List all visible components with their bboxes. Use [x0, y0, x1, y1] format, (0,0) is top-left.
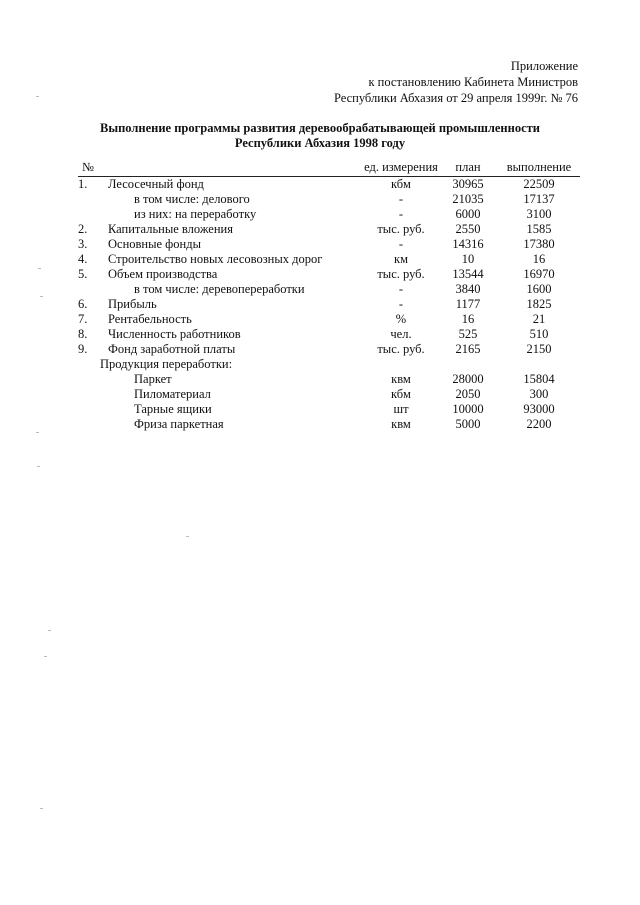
row-plan: 13544: [452, 267, 484, 281]
table-row: [78, 192, 580, 207]
row-plan: 5000: [455, 417, 481, 431]
row-name: Пиломатериал: [134, 387, 211, 401]
row-unit: -: [398, 282, 404, 296]
appendix-line-1: Приложение: [510, 59, 578, 73]
row-name: в том числе: деревопереработки: [134, 282, 305, 296]
table-header: [78, 160, 580, 177]
title-line-2: Республики Абхазия 1998 году: [234, 136, 406, 150]
row-num: 7.: [78, 312, 88, 326]
row-unit: -: [398, 237, 404, 251]
document-title: [60, 121, 580, 151]
row-plan: 1177: [455, 297, 481, 311]
header-unit: ед. измерения: [364, 160, 438, 174]
row-name: Фриза паркетная: [134, 417, 224, 431]
row-unit: квм: [391, 372, 411, 386]
row-plan: 525: [458, 327, 478, 341]
row-plan: 10000: [452, 402, 484, 416]
row-plan: 6000: [455, 207, 481, 221]
row-unit: -: [398, 192, 404, 206]
table-row: [78, 282, 580, 297]
row-name: Капитальные вложения: [108, 222, 233, 236]
row-exec: 1600: [526, 282, 552, 296]
row-plan: 14316: [452, 237, 484, 251]
row-exec: 300: [529, 387, 549, 401]
table-row: [78, 207, 580, 222]
table-row: [78, 312, 580, 327]
row-plan: 21035: [452, 192, 484, 206]
row-unit: -: [398, 297, 404, 311]
scan-speck: [38, 268, 41, 269]
row-name: Численность работников: [108, 327, 241, 341]
row-exec: 3100: [526, 207, 552, 221]
table-row: [78, 297, 580, 312]
appendix-line-2: к постановлению Кабинета Министров: [368, 75, 578, 89]
scan-speck: [37, 466, 40, 467]
row-plan: 28000: [452, 372, 484, 386]
row-unit: чел.: [390, 327, 412, 341]
scan-speck: [48, 630, 51, 631]
header-num: №: [82, 160, 94, 174]
row-unit: тыс. руб.: [377, 267, 425, 281]
row-exec: 1825: [526, 297, 552, 311]
table-row: [78, 267, 580, 282]
table-row: [78, 417, 580, 432]
row-exec: 22509: [523, 177, 555, 191]
table-row: [78, 237, 580, 252]
row-name: Строительство новых лесовозных дорог: [108, 252, 323, 266]
row-name: Паркет: [134, 372, 172, 386]
row-unit: квм: [391, 417, 411, 431]
row-plan: 30965: [452, 177, 484, 191]
row-num: 4.: [78, 252, 88, 266]
scan-speck: [40, 296, 43, 297]
row-exec: 510: [529, 327, 549, 341]
row-plan: 2165: [455, 342, 481, 356]
row-exec: 16: [532, 252, 546, 266]
row-num: 1.: [78, 177, 88, 191]
scan-speck: [36, 432, 39, 433]
scan-speck: [44, 656, 47, 657]
appendix-note: [334, 58, 578, 106]
row-unit: -: [398, 207, 404, 221]
table-row: [78, 342, 580, 357]
row-unit: км: [394, 252, 408, 266]
row-num: 5.: [78, 267, 88, 281]
row-name: Основные фонды: [108, 237, 201, 251]
row-exec: 17380: [523, 237, 555, 251]
row-num: 8.: [78, 327, 88, 341]
row-plan: 10: [461, 252, 475, 266]
row-name: Объем производства: [108, 267, 218, 281]
table-row: [78, 402, 580, 417]
row-unit: тыс. руб.: [377, 222, 425, 236]
row-plan: 3840: [455, 282, 481, 296]
row-name: Фонд заработной платы: [108, 342, 236, 356]
scan-speck: [40, 808, 43, 809]
row-name: в том числе: делового: [134, 192, 250, 206]
row-exec: 93000: [523, 402, 555, 416]
row-plan: 2550: [455, 222, 481, 236]
row-name: Лесосечный фонд: [108, 177, 204, 191]
row-exec: 17137: [523, 192, 555, 206]
row-exec: 2150: [526, 342, 552, 356]
header-plan: план: [455, 160, 481, 174]
table-row: [78, 222, 580, 237]
title-line-1: Выполнение программы развития деревообрабатывающей промышленности: [100, 121, 540, 135]
row-exec: 15804: [523, 372, 555, 386]
row-exec: 21: [532, 312, 546, 326]
row-name: из них: на переработку: [134, 207, 257, 221]
appendix-line-3: Республики Абхазия от 29 апреля 1999г. № 76: [333, 91, 578, 105]
table-row: [78, 327, 580, 342]
row-unit: кбм: [391, 387, 411, 401]
row-exec: 1585: [526, 222, 552, 236]
row-num: 2.: [78, 222, 88, 236]
scan-speck: [186, 536, 189, 537]
header-exec: выполнение: [506, 160, 572, 174]
row-unit: %: [395, 312, 407, 326]
table-row: [78, 357, 580, 372]
row-num: 9.: [78, 342, 88, 356]
table-row: [78, 372, 580, 387]
row-exec: 2200: [526, 417, 552, 431]
row-plan: 2050: [455, 387, 481, 401]
row-plan: 16: [461, 312, 475, 326]
row-unit: кбм: [391, 177, 411, 191]
table-row: [78, 252, 580, 267]
row-num: 6.: [78, 297, 88, 311]
row-unit: тыс. руб.: [377, 342, 425, 356]
row-name: Тарные ящики: [134, 402, 212, 416]
table-row: [78, 177, 580, 192]
row-name: Рентабельность: [108, 312, 192, 326]
row-name: Прибыль: [108, 297, 157, 311]
row-unit: шт: [393, 402, 409, 416]
row-name: Продукция переработки:: [100, 357, 233, 371]
table-row: [78, 387, 580, 402]
row-num: 3.: [78, 237, 88, 251]
row-exec: 16970: [523, 267, 555, 281]
program-table: [78, 160, 580, 432]
scan-speck: [36, 96, 39, 97]
